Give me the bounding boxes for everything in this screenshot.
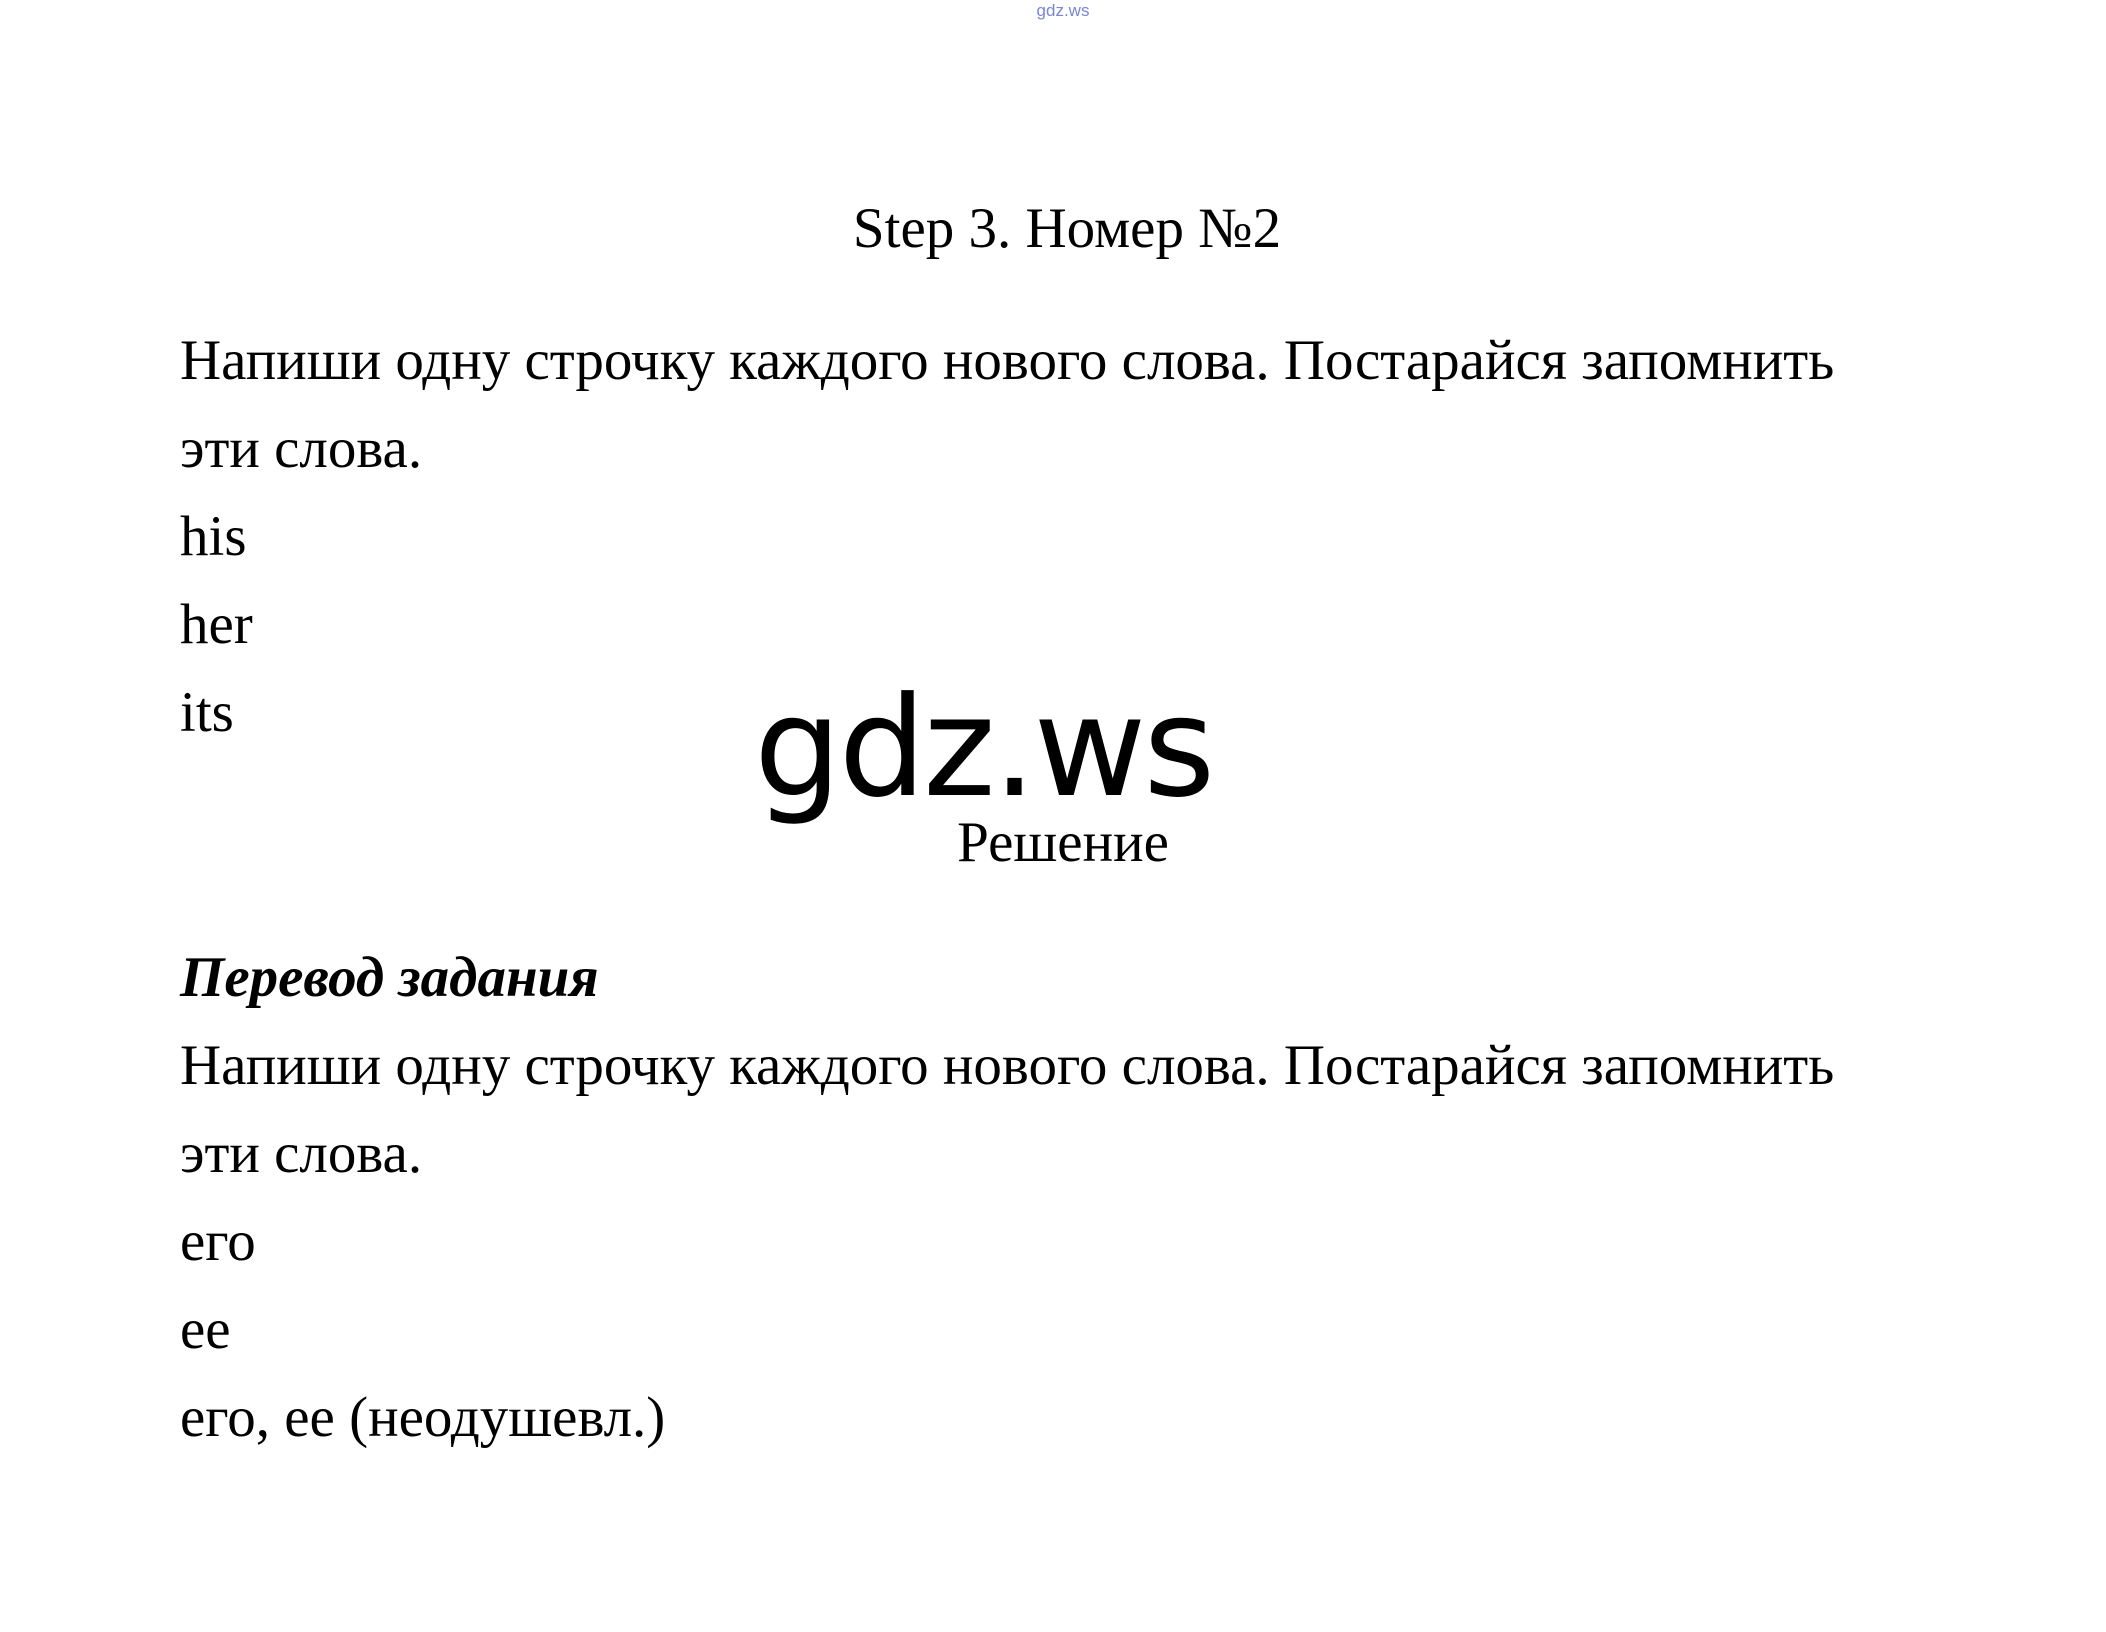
- task-instruction-line-1: Напиши одну строчку каждого нового слова. Постарайся запомнить: [180, 329, 1835, 392]
- task-instruction-line-2: эти слова.: [180, 417, 423, 480]
- translation-heading: Перевод задания: [180, 946, 599, 1009]
- watermark-logo: gdz.ws: [754, 667, 1213, 828]
- solution-label: Решение: [957, 811, 1169, 874]
- solution-instruction-line-1: Напиши одну строчку каждого нового слова. Постарайся запомнить: [180, 1034, 1835, 1097]
- solution-word-ee: ее: [180, 1298, 231, 1361]
- task-word-his: his: [180, 505, 247, 568]
- page-title: Step 3. Номер №2: [852, 197, 1282, 260]
- solution-word-inanimate: его, ее (неодушевл.): [180, 1386, 666, 1449]
- task-word-its: its: [180, 681, 234, 744]
- solution-word-ego: его: [180, 1210, 256, 1273]
- task-word-her: her: [180, 593, 253, 656]
- watermark-top: gdz.ws: [1036, 1, 1090, 20]
- solution-instruction-line-2: эти слова.: [180, 1122, 423, 1185]
